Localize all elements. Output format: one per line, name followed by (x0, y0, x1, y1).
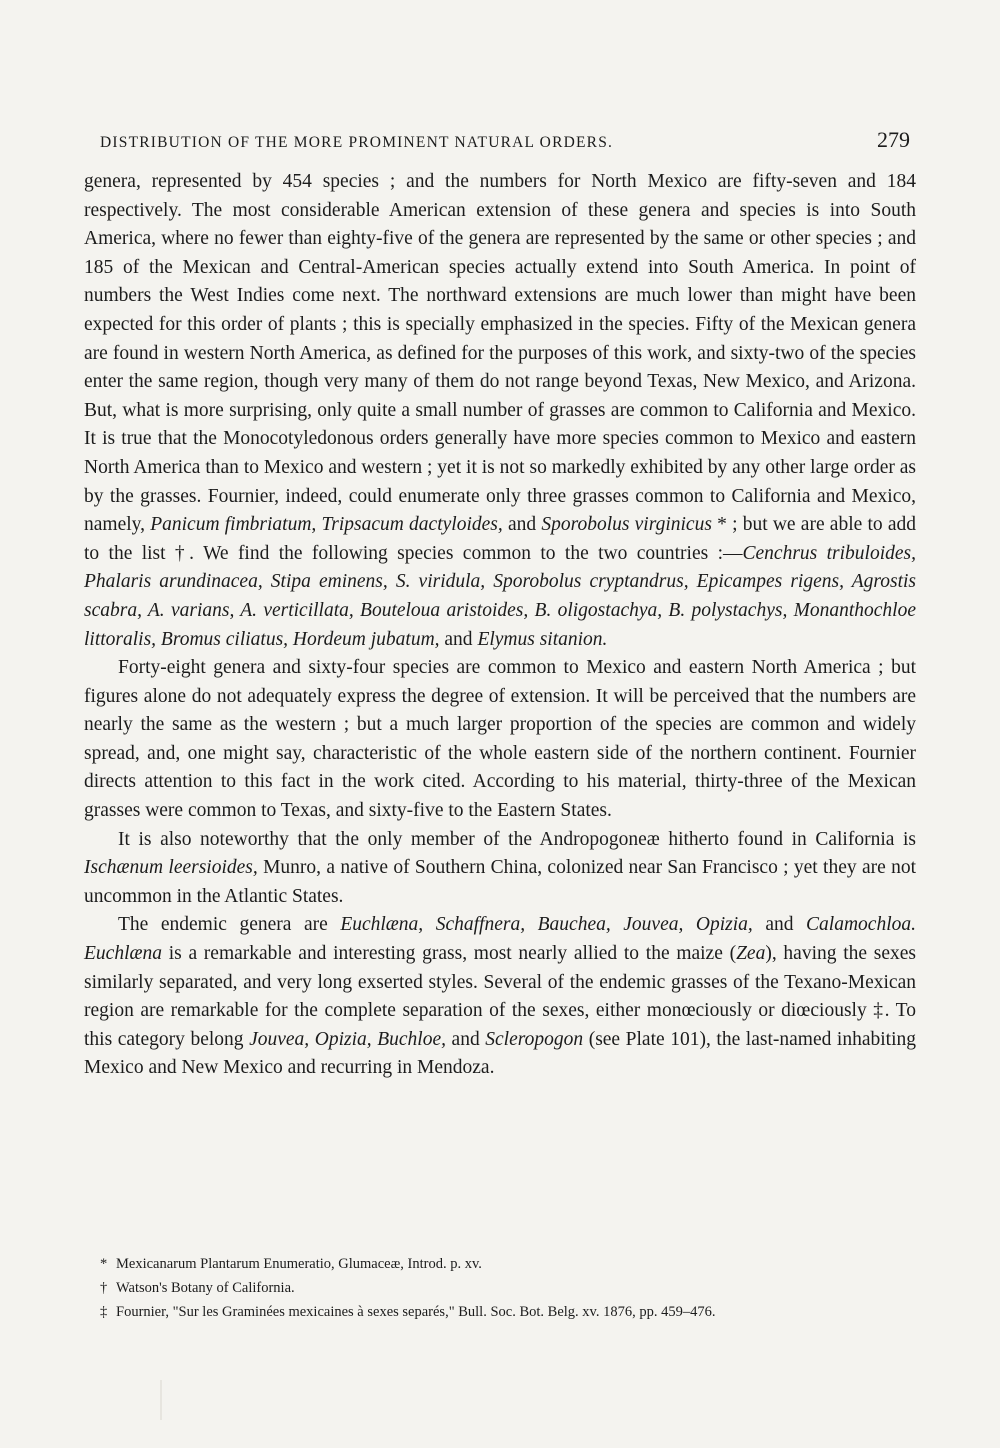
text-run: The endemic genera are (118, 914, 341, 936)
footnote-mark: † (100, 1280, 108, 1296)
italic-text: Jouvea, Opizia, Buchloe, (249, 1028, 446, 1050)
text-run: ), having the sexes similarly separated, and very long exserted styles. Several of the endemic grasses of the Texano-Mexican region are remarkable for the complete separation of the sexes, either monœciously or diœciously ‡. To this category belong (84, 943, 916, 1050)
bleed-through-mark (160, 1380, 174, 1420)
body-text (84, 168, 916, 1083)
paragraph (84, 826, 916, 912)
italic-text: Cenchrus tribuloides, Phalaris arundinacea, Stipa eminens, S. viridula, Sporobolus cryptandrus, Epicampes rigens, Agrostis scabra, A. varians, A. verticillata, Bouteloua aristoides, B. oligostachya, B. polystachys, Monanthochloe littoralis, Bromus ciliatus, Hordeum jubatum, (84, 542, 917, 650)
italic-text: Sporobolus virginicus (541, 514, 712, 536)
footnote (100, 1252, 920, 1276)
footnote (100, 1300, 920, 1324)
text-run: Forty-eight genera and sixty-four species are common to Mexico and eastern North America ; but figures alone do not adequately express the degree of extension. It will be perceived that the numbers are nearly the same as the western ; but a much larger proportion of the species are common and widely spread, and, one might say, characteristic of the whole eastern side of the northern continent. Fournier directs attention to this fact in the work cited. According to his material, thirty-three of the Mexican grasses were common to Texas, and sixty-five to the Eastern States. (84, 657, 916, 822)
italic-text: Zea (736, 943, 766, 965)
text-run: Munro, a native of Southern China, colonized near San Francisco ; yet they are not uncommon in the Atlantic States. (84, 857, 916, 907)
italic-text: Euchlæna, Schaffnera, Bauchea, Jouvea, Opizia, (340, 914, 753, 936)
text-run: and (445, 1028, 486, 1050)
footnote (100, 1276, 920, 1300)
text-run: is a remarkable and interesting grass, most nearly allied to the maize ( (162, 943, 737, 965)
text-run: * ; but we are able to add to the list †. We find the following species common to the two countries :— (84, 514, 917, 564)
paragraph (84, 654, 916, 826)
footnote-text: Fournier, "Sur les Graminées mexicaines à sexes separés," Bull. Soc. Bot. Belg. xv. 1876, pp. 459–476. (116, 1304, 716, 1320)
italic-text: Ischænum leersioides, (84, 857, 258, 879)
text-run: genera, represented by 454 species ; and the numbers for North Mexico are fifty-seven and 184 respectively. The most considerable American extension of these genera and species is into South America, where no fewer than eighty-five of the genera are represented by the same or other species ; and 185 of the Mexican and Central-American species actually extend into South America. In point of numbers the West Indies come next. The northward extensions are much lower than might have been expected for this order of plants ; this is specially emphasized in the species. Fifty of the Mexican genera are found in western North America, as defined for the purposes of this work, and sixty-two of the species enter the same region, though very many of them do not range beyond Texas, New Mexico, and Arizona. But, what is more surprising, only quite a small number of grasses are common to California and Mexico. It is true that the Monocotyledonous orders generally have more species common to Mexico and eastern North America than to Mexico and western ; yet it is not so markedly exhibited by any other large order as by the grasses. Fournier, indeed, could enumerate only three grasses common to California and Mexico, namely, (84, 171, 916, 536)
text-run: (see Plate 101), the last-named inhabiting Mexico and New Mexico and recurring in Mendoza. (84, 1028, 917, 1079)
page-header (100, 127, 910, 153)
footnote-mark: * (100, 1256, 108, 1272)
italic-text: Elymus sitanion. (477, 628, 608, 650)
italic-text: Calamochloa. (806, 914, 916, 936)
italic-text: Scleropogon (485, 1028, 584, 1050)
text-run: and (439, 628, 478, 650)
paragraph (84, 168, 916, 654)
text-run: and (502, 514, 542, 536)
text-run: and (752, 914, 807, 936)
text-run: It is also noteworthy that the only member of the Andropogoneæ hitherto found in California is (118, 828, 916, 850)
footnote-text: Mexicanarum Plantarum Enumeratio, Glumaceæ, Introd. p. xv. (116, 1256, 482, 1272)
italic-text: Euchlæna (84, 943, 162, 965)
page-number: 279 (877, 127, 910, 152)
paragraph (84, 911, 916, 1083)
footnote-text: Watson's Botany of California. (116, 1280, 295, 1296)
running-head: DISTRIBUTION OF THE MORE PROMINENT NATURAL ORDERS. (100, 134, 614, 151)
footnote-mark: ‡ (100, 1304, 108, 1320)
footnotes (100, 1252, 920, 1324)
italic-text: Panicum fimbriatum, Tripsacum dactyloides, (150, 514, 503, 536)
